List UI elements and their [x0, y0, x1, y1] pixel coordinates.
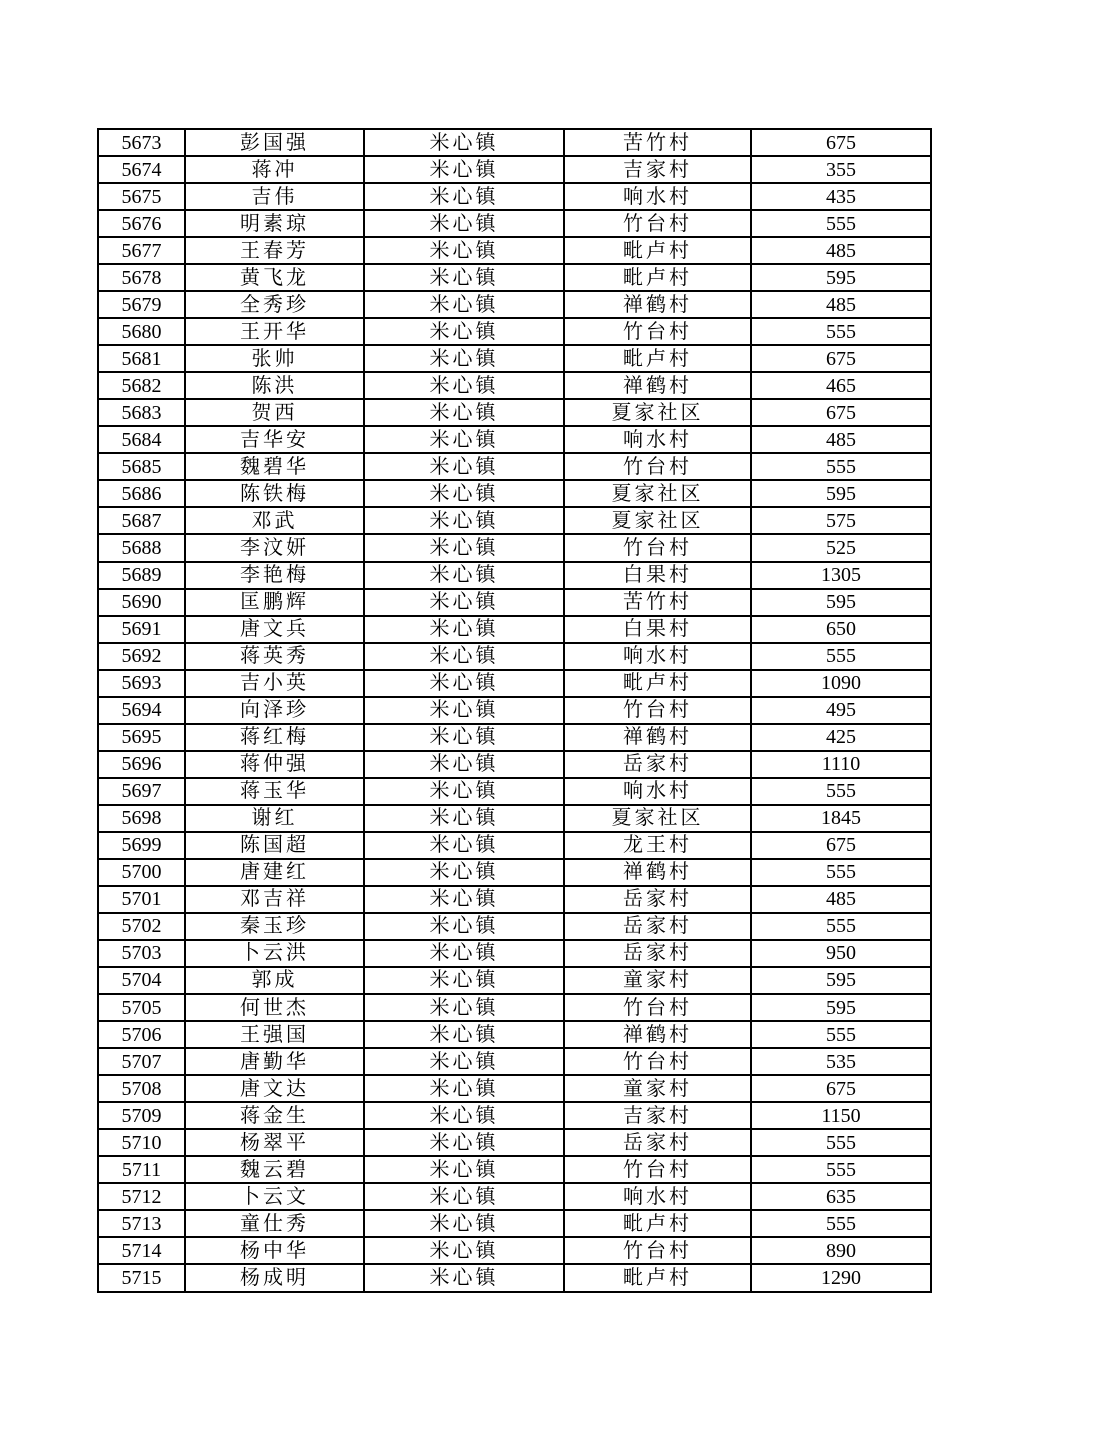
amount-cell: 575: [751, 507, 931, 534]
table-row: [98, 345, 931, 372]
person-name-cell: 唐文达: [185, 1075, 364, 1102]
town-cell: 米心镇: [364, 886, 564, 913]
serial-number-cell: 5682: [98, 372, 185, 399]
town-cell: 米心镇: [364, 1237, 564, 1264]
town-cell: 米心镇: [364, 534, 564, 561]
village-cell: 竹台村: [564, 210, 751, 237]
village-cell: 岳家村: [564, 940, 751, 967]
town-cell: 米心镇: [364, 697, 564, 724]
town-cell: 米心镇: [364, 1210, 564, 1237]
table-row: [98, 805, 931, 832]
town-cell: 米心镇: [364, 210, 564, 237]
village-cell: 竹台村: [564, 1048, 751, 1075]
serial-number-cell: 5680: [98, 318, 185, 345]
amount-cell: 1845: [751, 805, 931, 832]
table-row: [98, 156, 931, 183]
table-row: [98, 480, 931, 507]
table-row: [98, 751, 931, 778]
serial-number-cell: 5692: [98, 643, 185, 670]
table-row: [98, 886, 931, 913]
town-cell: 米心镇: [364, 129, 564, 156]
table-row: [98, 589, 931, 616]
person-name-cell: 魏碧华: [185, 453, 364, 480]
serial-number-cell: 5684: [98, 426, 185, 453]
amount-cell: 675: [751, 129, 931, 156]
serial-number-cell: 5703: [98, 940, 185, 967]
village-cell: 夏家社区: [564, 480, 751, 507]
table-row: [98, 832, 931, 859]
amount-cell: 1090: [751, 670, 931, 697]
person-name-cell: 陈洪: [185, 372, 364, 399]
serial-number-cell: 5688: [98, 534, 185, 561]
amount-cell: 485: [751, 426, 931, 453]
amount-cell: 595: [751, 480, 931, 507]
records-table: [97, 128, 932, 1293]
serial-number-cell: 5683: [98, 399, 185, 426]
amount-cell: 595: [751, 264, 931, 291]
person-name-cell: 吉伟: [185, 183, 364, 210]
table-row: [98, 670, 931, 697]
town-cell: 米心镇: [364, 724, 564, 751]
amount-cell: 595: [751, 589, 931, 616]
table-row: [98, 859, 931, 886]
amount-cell: 555: [751, 1210, 931, 1237]
village-cell: 竹台村: [564, 1237, 751, 1264]
person-name-cell: 谢红: [185, 805, 364, 832]
table-row: [98, 129, 931, 156]
table-row: [98, 562, 931, 589]
person-name-cell: 秦玉珍: [185, 913, 364, 940]
town-cell: 米心镇: [364, 1183, 564, 1210]
town-cell: 米心镇: [364, 453, 564, 480]
serial-number-cell: 5678: [98, 264, 185, 291]
village-cell: 白果村: [564, 562, 751, 589]
town-cell: 米心镇: [364, 183, 564, 210]
village-cell: 竹台村: [564, 453, 751, 480]
person-name-cell: 蒋仲强: [185, 751, 364, 778]
table-row: [98, 1129, 931, 1156]
amount-cell: 485: [751, 886, 931, 913]
serial-number-cell: 5687: [98, 507, 185, 534]
serial-number-cell: 5709: [98, 1102, 185, 1129]
village-cell: 白果村: [564, 616, 751, 643]
amount-cell: 435: [751, 183, 931, 210]
town-cell: 米心镇: [364, 751, 564, 778]
village-cell: 竹台村: [564, 994, 751, 1021]
amount-cell: 495: [751, 697, 931, 724]
village-cell: 响水村: [564, 183, 751, 210]
person-name-cell: 唐文兵: [185, 616, 364, 643]
amount-cell: 1150: [751, 1102, 931, 1129]
table-row: [98, 264, 931, 291]
person-name-cell: 向泽珍: [185, 697, 364, 724]
person-name-cell: 陈铁梅: [185, 480, 364, 507]
serial-number-cell: 5711: [98, 1156, 185, 1183]
village-cell: 禅鹤村: [564, 291, 751, 318]
table-row: [98, 237, 931, 264]
town-cell: 米心镇: [364, 318, 564, 345]
table-row: [98, 1102, 931, 1129]
town-cell: 米心镇: [364, 1021, 564, 1048]
village-cell: 响水村: [564, 1183, 751, 1210]
town-cell: 米心镇: [364, 1129, 564, 1156]
person-name-cell: 童仕秀: [185, 1210, 364, 1237]
town-cell: 米心镇: [364, 426, 564, 453]
amount-cell: 535: [751, 1048, 931, 1075]
amount-cell: 355: [751, 156, 931, 183]
serial-number-cell: 5674: [98, 156, 185, 183]
person-name-cell: 唐建红: [185, 859, 364, 886]
town-cell: 米心镇: [364, 507, 564, 534]
village-cell: 竹台村: [564, 318, 751, 345]
person-name-cell: 吉小英: [185, 670, 364, 697]
serial-number-cell: 5693: [98, 670, 185, 697]
town-cell: 米心镇: [364, 345, 564, 372]
serial-number-cell: 5697: [98, 778, 185, 805]
person-name-cell: 卜云洪: [185, 940, 364, 967]
table-row: [98, 1237, 931, 1264]
town-cell: 米心镇: [364, 589, 564, 616]
person-name-cell: 黄飞龙: [185, 264, 364, 291]
person-name-cell: 彭国强: [185, 129, 364, 156]
amount-cell: 675: [751, 399, 931, 426]
amount-cell: 555: [751, 1156, 931, 1183]
serial-number-cell: 5715: [98, 1264, 185, 1292]
person-name-cell: 蒋金生: [185, 1102, 364, 1129]
amount-cell: 425: [751, 724, 931, 751]
table-row: [98, 1075, 931, 1102]
table-row: [98, 1264, 931, 1292]
town-cell: 米心镇: [364, 670, 564, 697]
village-cell: 响水村: [564, 643, 751, 670]
table-row: [98, 967, 931, 994]
serial-number-cell: 5714: [98, 1237, 185, 1264]
table-row: [98, 1183, 931, 1210]
person-name-cell: 郭成: [185, 967, 364, 994]
amount-cell: 555: [751, 1129, 931, 1156]
town-cell: 米心镇: [364, 562, 564, 589]
person-name-cell: 杨中华: [185, 1237, 364, 1264]
village-cell: 龙王村: [564, 832, 751, 859]
town-cell: 米心镇: [364, 859, 564, 886]
table-row: [98, 724, 931, 751]
amount-cell: 595: [751, 994, 931, 1021]
village-cell: 毗卢村: [564, 1210, 751, 1237]
village-cell: 竹台村: [564, 534, 751, 561]
table-row: [98, 1210, 931, 1237]
amount-cell: 635: [751, 1183, 931, 1210]
serial-number-cell: 5679: [98, 291, 185, 318]
serial-number-cell: 5691: [98, 616, 185, 643]
person-name-cell: 王开华: [185, 318, 364, 345]
town-cell: 米心镇: [364, 832, 564, 859]
town-cell: 米心镇: [364, 616, 564, 643]
village-cell: 童家村: [564, 1075, 751, 1102]
village-cell: 苦竹村: [564, 589, 751, 616]
person-name-cell: 杨翠平: [185, 1129, 364, 1156]
village-cell: 禅鹤村: [564, 724, 751, 751]
person-name-cell: 王强国: [185, 1021, 364, 1048]
town-cell: 米心镇: [364, 372, 564, 399]
town-cell: 米心镇: [364, 778, 564, 805]
serial-number-cell: 5705: [98, 994, 185, 1021]
amount-cell: 485: [751, 291, 931, 318]
serial-number-cell: 5677: [98, 237, 185, 264]
person-name-cell: 李汶妍: [185, 534, 364, 561]
records-table-body: [98, 129, 931, 1292]
amount-cell: 555: [751, 859, 931, 886]
village-cell: 竹台村: [564, 697, 751, 724]
table-row: [98, 778, 931, 805]
serial-number-cell: 5712: [98, 1183, 185, 1210]
table-row: [98, 453, 931, 480]
town-cell: 米心镇: [364, 264, 564, 291]
table-row: [98, 913, 931, 940]
person-name-cell: 邓武: [185, 507, 364, 534]
town-cell: 米心镇: [364, 913, 564, 940]
records-table-container: [97, 128, 932, 1293]
town-cell: 米心镇: [364, 1048, 564, 1075]
village-cell: 苦竹村: [564, 129, 751, 156]
table-row: [98, 940, 931, 967]
person-name-cell: 邓吉祥: [185, 886, 364, 913]
person-name-cell: 杨成明: [185, 1264, 364, 1292]
village-cell: 吉家村: [564, 1102, 751, 1129]
table-row: [98, 183, 931, 210]
person-name-cell: 吉华安: [185, 426, 364, 453]
serial-number-cell: 5695: [98, 724, 185, 751]
amount-cell: 595: [751, 967, 931, 994]
amount-cell: 890: [751, 1237, 931, 1264]
table-row: [98, 210, 931, 237]
town-cell: 米心镇: [364, 237, 564, 264]
village-cell: 岳家村: [564, 913, 751, 940]
person-name-cell: 全秀珍: [185, 291, 364, 318]
person-name-cell: 蒋红梅: [185, 724, 364, 751]
serial-number-cell: 5701: [98, 886, 185, 913]
table-row: [98, 1156, 931, 1183]
serial-number-cell: 5707: [98, 1048, 185, 1075]
serial-number-cell: 5696: [98, 751, 185, 778]
village-cell: 毗卢村: [564, 670, 751, 697]
village-cell: 响水村: [564, 778, 751, 805]
serial-number-cell: 5708: [98, 1075, 185, 1102]
serial-number-cell: 5706: [98, 1021, 185, 1048]
person-name-cell: 唐勤华: [185, 1048, 364, 1075]
serial-number-cell: 5681: [98, 345, 185, 372]
person-name-cell: 卜云文: [185, 1183, 364, 1210]
village-cell: 夏家社区: [564, 399, 751, 426]
serial-number-cell: 5710: [98, 1129, 185, 1156]
amount-cell: 1290: [751, 1264, 931, 1292]
serial-number-cell: 5700: [98, 859, 185, 886]
village-cell: 岳家村: [564, 751, 751, 778]
village-cell: 响水村: [564, 426, 751, 453]
town-cell: 米心镇: [364, 1264, 564, 1292]
table-row: [98, 994, 931, 1021]
amount-cell: 1110: [751, 751, 931, 778]
amount-cell: 555: [751, 210, 931, 237]
table-row: [98, 426, 931, 453]
village-cell: 禅鹤村: [564, 1021, 751, 1048]
amount-cell: 555: [751, 453, 931, 480]
village-cell: 毗卢村: [564, 237, 751, 264]
town-cell: 米心镇: [364, 1075, 564, 1102]
person-name-cell: 蒋英秀: [185, 643, 364, 670]
amount-cell: 675: [751, 1075, 931, 1102]
person-name-cell: 王春芳: [185, 237, 364, 264]
amount-cell: 675: [751, 832, 931, 859]
amount-cell: 555: [751, 1021, 931, 1048]
village-cell: 禅鹤村: [564, 372, 751, 399]
person-name-cell: 何世杰: [185, 994, 364, 1021]
village-cell: 岳家村: [564, 886, 751, 913]
amount-cell: 650: [751, 616, 931, 643]
table-row: [98, 318, 931, 345]
serial-number-cell: 5699: [98, 832, 185, 859]
serial-number-cell: 5686: [98, 480, 185, 507]
village-cell: 竹台村: [564, 1156, 751, 1183]
person-name-cell: 蒋冲: [185, 156, 364, 183]
person-name-cell: 明素琼: [185, 210, 364, 237]
town-cell: 米心镇: [364, 967, 564, 994]
serial-number-cell: 5704: [98, 967, 185, 994]
person-name-cell: 匡鹏辉: [185, 589, 364, 616]
town-cell: 米心镇: [364, 994, 564, 1021]
amount-cell: 525: [751, 534, 931, 561]
amount-cell: 675: [751, 345, 931, 372]
town-cell: 米心镇: [364, 940, 564, 967]
person-name-cell: 李艳梅: [185, 562, 364, 589]
serial-number-cell: 5698: [98, 805, 185, 832]
amount-cell: 485: [751, 237, 931, 264]
person-name-cell: 贺西: [185, 399, 364, 426]
serial-number-cell: 5685: [98, 453, 185, 480]
town-cell: 米心镇: [364, 643, 564, 670]
town-cell: 米心镇: [364, 156, 564, 183]
person-name-cell: 蒋玉华: [185, 778, 364, 805]
village-cell: 毗卢村: [564, 264, 751, 291]
table-row: [98, 697, 931, 724]
serial-number-cell: 5694: [98, 697, 185, 724]
serial-number-cell: 5676: [98, 210, 185, 237]
person-name-cell: 陈国超: [185, 832, 364, 859]
village-cell: 夏家社区: [564, 507, 751, 534]
table-row: [98, 643, 931, 670]
amount-cell: 1305: [751, 562, 931, 589]
village-cell: 毗卢村: [564, 345, 751, 372]
village-cell: 吉家村: [564, 156, 751, 183]
village-cell: 禅鹤村: [564, 859, 751, 886]
town-cell: 米心镇: [364, 480, 564, 507]
amount-cell: 555: [751, 643, 931, 670]
amount-cell: 555: [751, 913, 931, 940]
amount-cell: 950: [751, 940, 931, 967]
table-row: [98, 616, 931, 643]
serial-number-cell: 5713: [98, 1210, 185, 1237]
town-cell: 米心镇: [364, 805, 564, 832]
village-cell: 夏家社区: [564, 805, 751, 832]
town-cell: 米心镇: [364, 1156, 564, 1183]
person-name-cell: 魏云碧: [185, 1156, 364, 1183]
serial-number-cell: 5673: [98, 129, 185, 156]
table-row: [98, 291, 931, 318]
village-cell: 岳家村: [564, 1129, 751, 1156]
serial-number-cell: 5675: [98, 183, 185, 210]
village-cell: 毗卢村: [564, 1264, 751, 1292]
serial-number-cell: 5702: [98, 913, 185, 940]
serial-number-cell: 5689: [98, 562, 185, 589]
amount-cell: 465: [751, 372, 931, 399]
village-cell: 童家村: [564, 967, 751, 994]
person-name-cell: 张帅: [185, 345, 364, 372]
town-cell: 米心镇: [364, 399, 564, 426]
amount-cell: 555: [751, 318, 931, 345]
table-row: [98, 372, 931, 399]
table-row: [98, 399, 931, 426]
amount-cell: 555: [751, 778, 931, 805]
town-cell: 米心镇: [364, 291, 564, 318]
table-row: [98, 1021, 931, 1048]
table-row: [98, 1048, 931, 1075]
serial-number-cell: 5690: [98, 589, 185, 616]
table-row: [98, 534, 931, 561]
table-row: [98, 507, 931, 534]
town-cell: 米心镇: [364, 1102, 564, 1129]
